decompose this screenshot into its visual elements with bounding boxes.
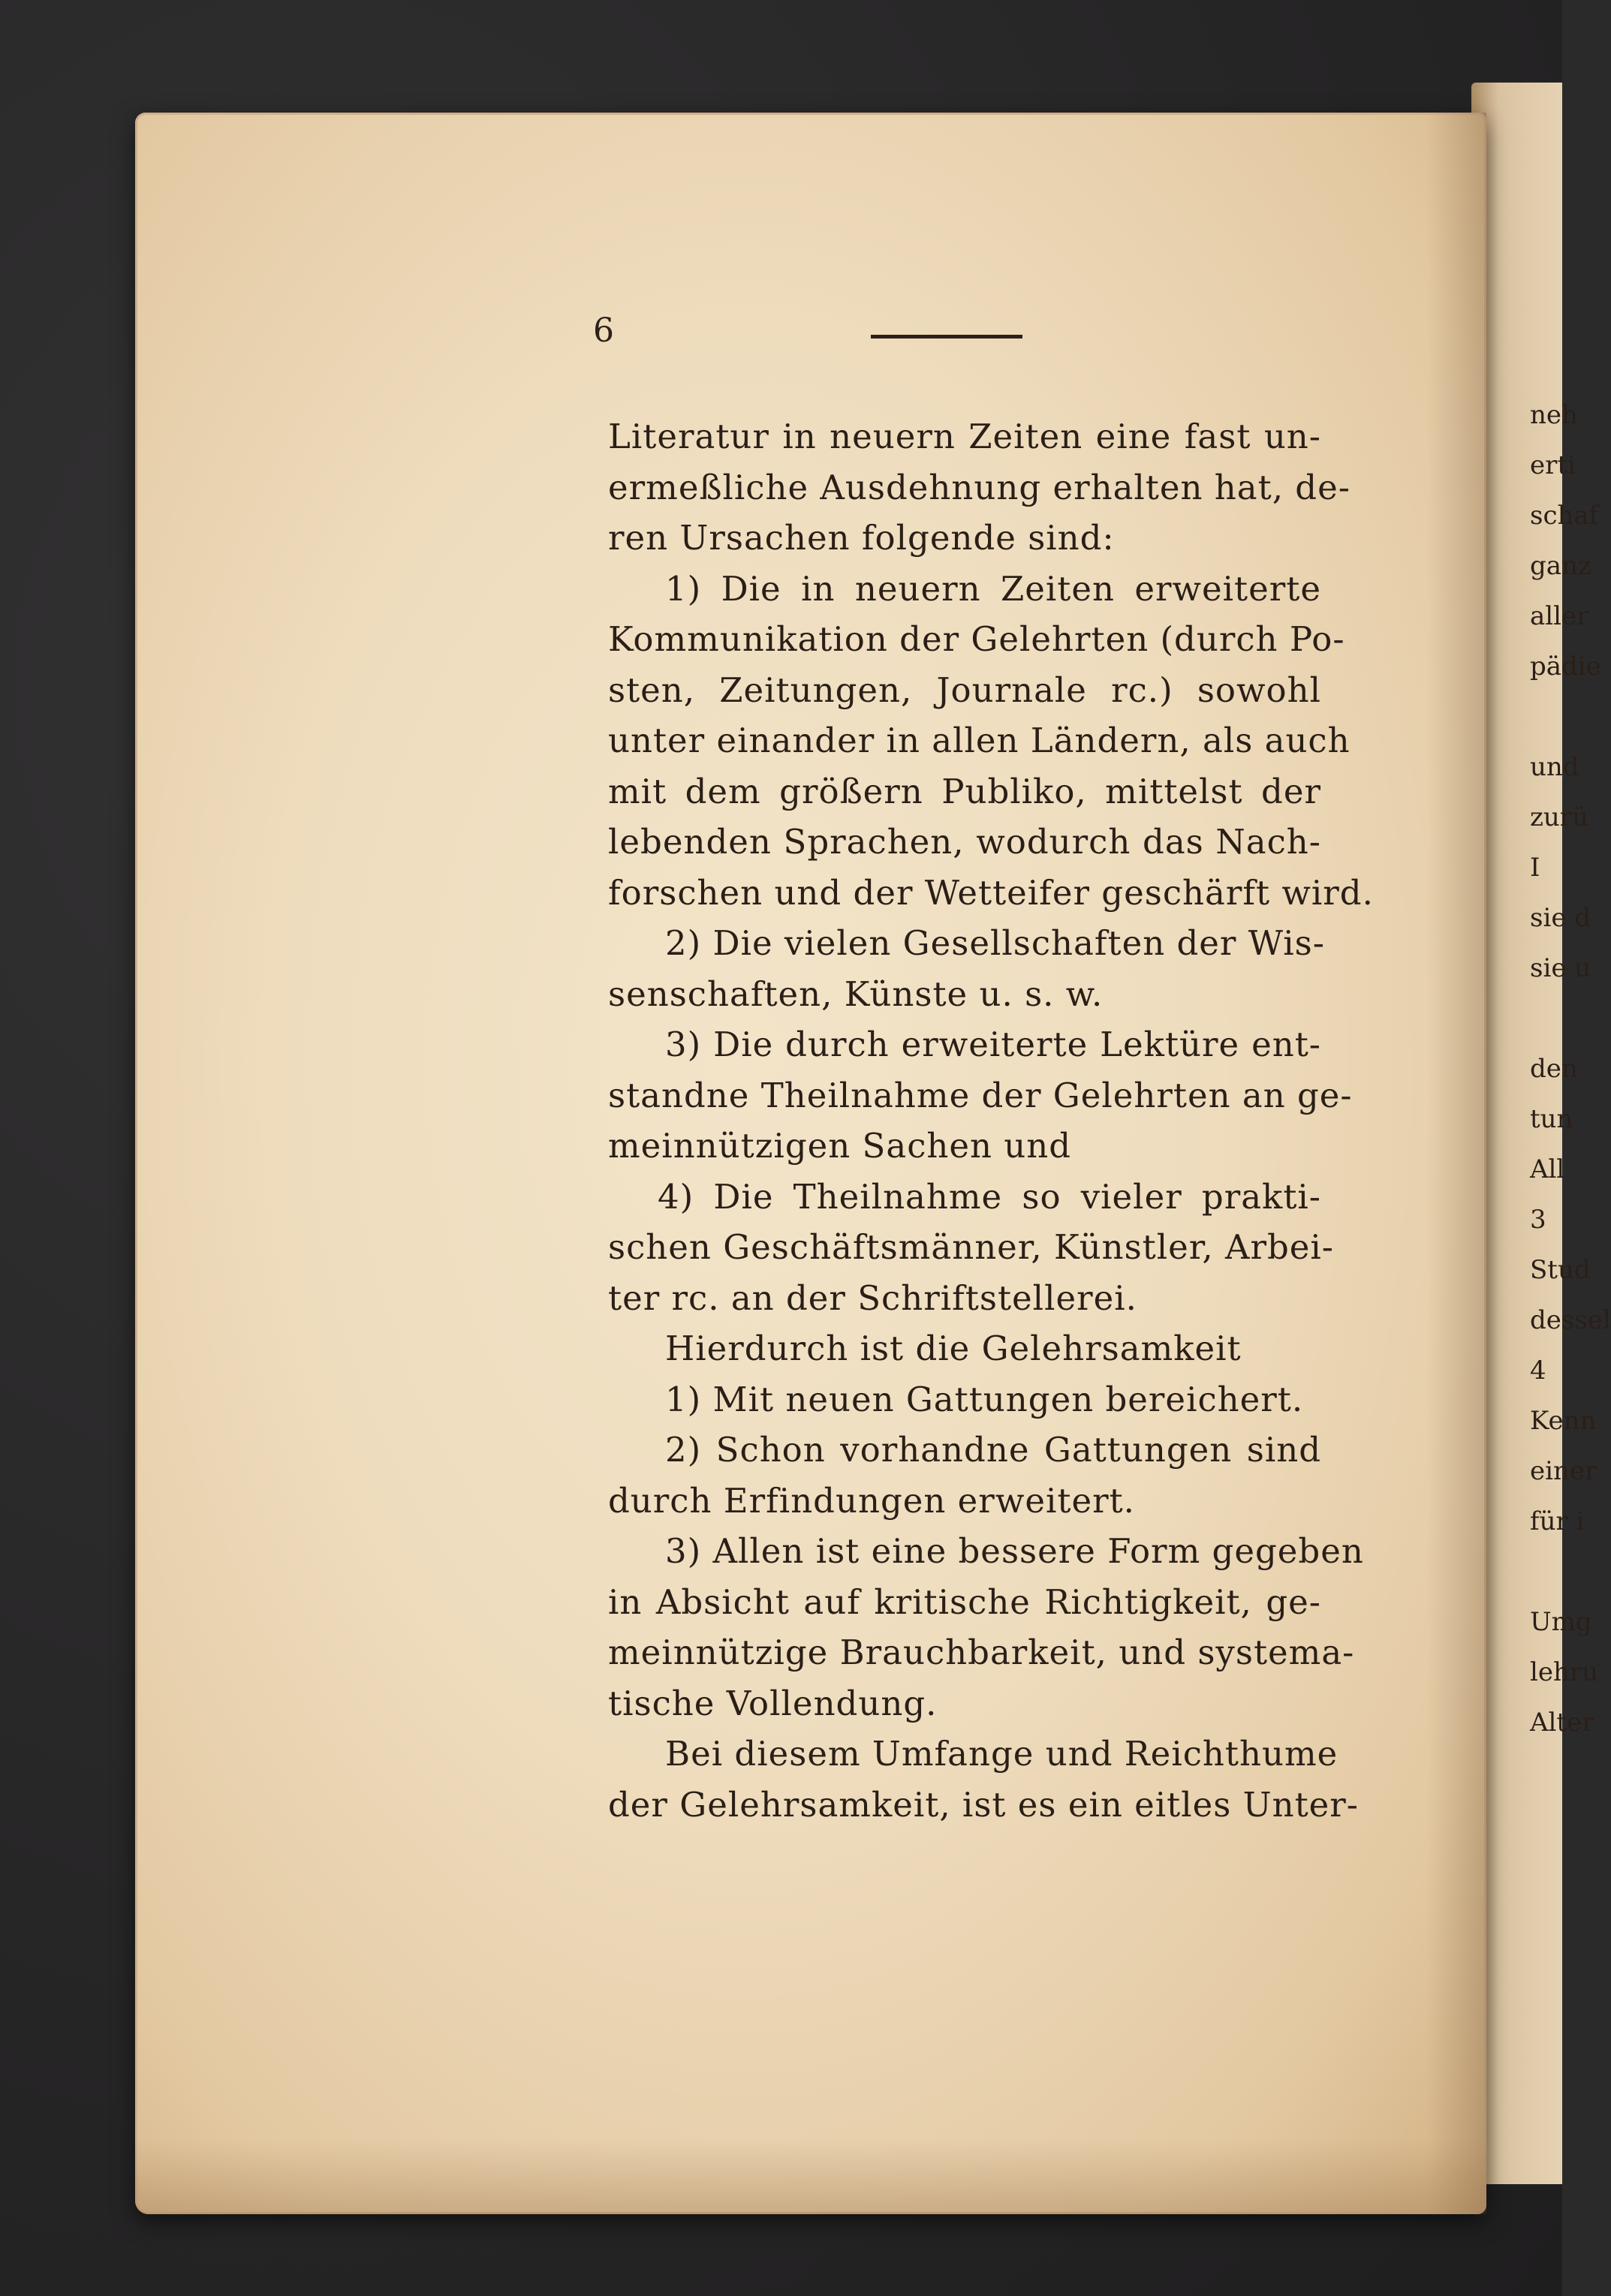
text-line: ermeßliche Ausdehnung erhalten hat, de- (608, 467, 1351, 507)
facing-fragment: lehru (1530, 1657, 1599, 1687)
text-line: ren Ursachen folgende sind: (608, 518, 1115, 558)
page-number: 6 (593, 311, 614, 350)
text-line: Hierdurch ist die Gelehrsamkeit (665, 1329, 1242, 1368)
text-line: durch Erfindungen erweitert. (608, 1480, 1135, 1521)
text-line: Bei diesem Umfange und Reichthume (665, 1734, 1338, 1774)
facing-fragment (1530, 994, 1562, 1044)
text-line: unter einander in allen Ländern, als auch (608, 721, 1351, 760)
facing-fragment: Alter (1530, 1708, 1594, 1738)
text-line: 1) Mit neuen Gattungen bereichert. (665, 1379, 1304, 1419)
text-line: meinnützige Brauchbarkeit, und systema- (608, 1632, 1355, 1672)
page-bottom-edge (135, 2139, 1486, 2214)
text-line: schen Geschäftsmänner, Künstler, Arbei- (608, 1227, 1334, 1267)
facing-fragment (1530, 692, 1562, 742)
facing-fragment: sie d (1530, 903, 1591, 933)
header-rule (871, 335, 1022, 339)
facing-fragment: All (1530, 1154, 1565, 1184)
facing-fragment: zurü (1530, 802, 1588, 832)
facing-fragment: aller (1530, 601, 1589, 631)
facing-fragment: schaf (1530, 501, 1599, 531)
facing-fragment: neh (1530, 400, 1578, 430)
text-line: senschaften, Künste u. s. w. (608, 973, 1104, 1014)
facing-fragment: einer (1530, 1456, 1597, 1486)
text-line: 1) Die in neuern Zeiten erweiterte (665, 568, 1321, 609)
text-line: sten, Zeitungen, Journale rc.) sowohl (608, 670, 1321, 710)
text-line: tische Vollendung. (608, 1683, 938, 1723)
gutter-shadow (1426, 113, 1486, 2214)
text-line: in Absicht auf kritische Richtigkeit, ge- (608, 1581, 1321, 1622)
facing-fragment: tun (1530, 1104, 1573, 1134)
text-line: Kommunikation der Gelehrten (durch Po- (608, 619, 1345, 659)
facing-fragment: für i (1530, 1506, 1585, 1536)
facing-fragment: den (1530, 1054, 1578, 1084)
facing-fragment: 4 (1530, 1356, 1546, 1386)
text-line: der Gelehrsamkeit, ist es ein eitles Unter- (608, 1784, 1359, 1825)
facing-fragment: pädie (1530, 651, 1601, 682)
text-line: Literatur in neuern Zeiten eine fast un- (608, 417, 1321, 456)
facing-fragment: I (1530, 853, 1540, 883)
facing-fragment (1530, 1547, 1562, 1597)
text-line: mit dem größern Publiko, mittelst der (608, 771, 1321, 811)
facing-fragment: Kenn (1530, 1406, 1597, 1436)
facing-fragment: und (1530, 752, 1579, 782)
facing-fragment: erti (1530, 450, 1576, 480)
text-line: forschen und der Wetteifer geschärft wird. (608, 872, 1374, 913)
facing-fragment: Stud (1530, 1255, 1591, 1285)
text-line: 2) Die vielen Gesellschaften der Wis- (665, 923, 1325, 963)
text-line: 3) Die durch erweiterte Lektüre ent- (665, 1025, 1321, 1064)
text-line: ter rc. an der Schriftstellerei. (608, 1277, 1137, 1318)
text-line: lebenden Sprachen, wodurch das Nach- (608, 822, 1321, 862)
text-line: 4) Die Theilnahme so vieler prakti- (658, 1176, 1321, 1217)
text-line: 3) Allen ist eine bessere Form gegeben (665, 1531, 1364, 1571)
page-body-text (608, 411, 1374, 1830)
facing-fragment: sie u (1530, 953, 1591, 983)
facing-page-text (1530, 390, 1611, 1748)
facing-fragment: dessel (1530, 1305, 1611, 1335)
text-line: 2) Schon vorhandne Gattungen sind (665, 1430, 1321, 1470)
text-line: standne Theilnahme der Gelehrten an ge- (608, 1075, 1353, 1115)
text-line: meinnützigen Sachen und (608, 1126, 1072, 1166)
facing-fragment: ganz (1530, 551, 1591, 581)
facing-fragment: 3 (1530, 1205, 1546, 1235)
facing-fragment: Umg (1530, 1607, 1592, 1637)
